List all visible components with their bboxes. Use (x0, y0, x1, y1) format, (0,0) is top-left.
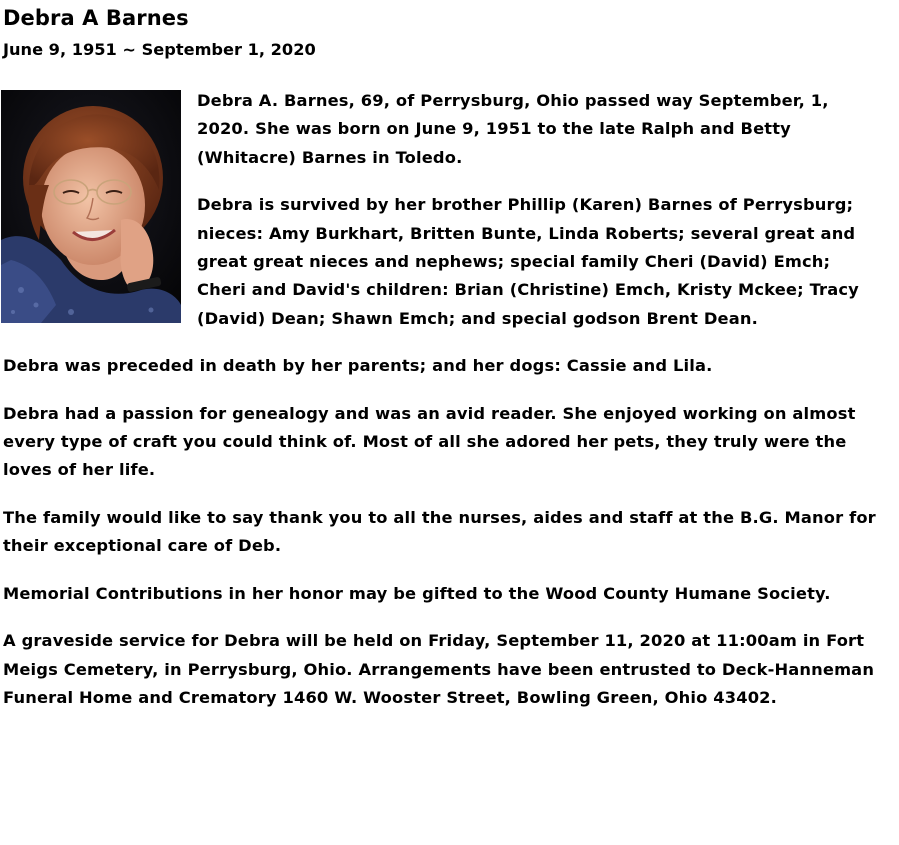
paragraph-service: A graveside service for Debra will be held on Friday, September 11, 2020 at 11:00am in Fort Meigs Cemetery, in Perrysburg, Ohio. Arrangements have been entrusted to Deck-Hanneman Funeral Home and Crematory 1460 W. Wooster Street, Bowling Green, Ohio 43402. (3, 631, 875, 707)
paragraph-thanks: The family would like to say thank you to all the nurses, aides and staff at the B.G. Manor for their exceptional care of Deb. (3, 507, 876, 556)
paragraph-survivors: Debra is survived by her brother Phillip (Karen) Barnes of Perrysburg; nieces: Amy Burkhart, Britten Bunte, Linda Roberts; several great and great great nieces and nephews; special family Cheri (David) Emch; Cheri and David's children: Brian (Christine) Emch, Kristy Mckee; Tracy (David) Dean; Shawn Emch; and special godson Brent Dean. (197, 195, 859, 328)
paragraph-intro: Debra A. Barnes, 69, of Perrysburg, Ohio passed way September, 1, 2020. She was born on June 9, 1951 to the late Ralph and Betty (Whitacre) Barnes in Toledo. (197, 91, 829, 167)
paragraph-interests: Debra had a passion for genealogy and was an avid reader. She enjoyed working on almost every type of craft you could think of. Most of all she adored her pets, they truly were the loves of her life. (3, 403, 856, 480)
page-title: Debra A Barnes (3, 6, 189, 30)
portrait-illustration (1, 90, 181, 323)
life-dates: June 9, 1951 ~ September 1, 2020 (3, 40, 316, 59)
obituary-body (3, 87, 883, 731)
paragraph-memorial: Memorial Contributions in her honor may be gifted to the Wood County Humane Society. (3, 583, 831, 603)
portrait-photo (1, 90, 181, 323)
paragraph-preceded: Debra was preceded in death by her parents; and her dogs: Cassie and Lila. (3, 356, 713, 376)
